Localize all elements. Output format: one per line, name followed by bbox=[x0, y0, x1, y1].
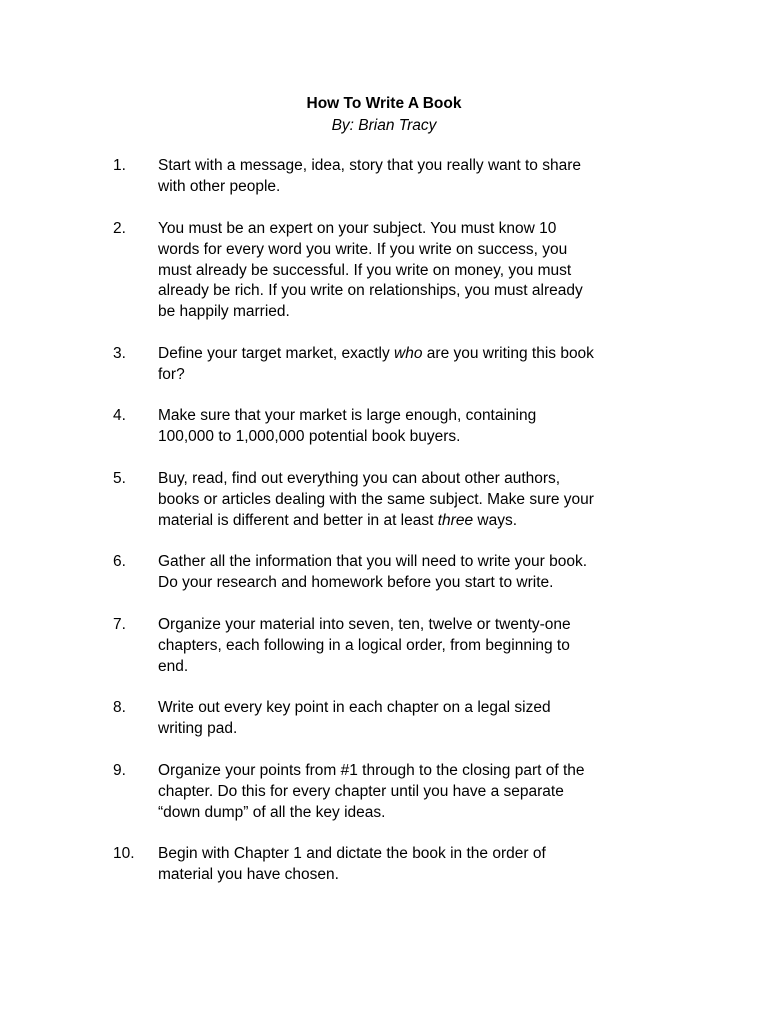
text-segment: Begin with Chapter 1 and dictate the book in the order of bbox=[158, 845, 546, 862]
text-segment: Make sure that your market is large enough, containing bbox=[158, 407, 537, 424]
text-segment: end. bbox=[158, 657, 189, 675]
text-segment: Buy, read, find out everything you can about other authors, bbox=[158, 470, 561, 487]
text-segment: “down dump” of all the key ideas. bbox=[158, 803, 386, 821]
list-item-number: 8. bbox=[113, 699, 126, 716]
text-line bbox=[158, 219, 668, 240]
text-line bbox=[158, 261, 668, 282]
text-line bbox=[158, 177, 668, 198]
list-item-number: 4. bbox=[113, 407, 126, 424]
text-line bbox=[158, 365, 668, 386]
list-item-text bbox=[158, 761, 668, 823]
list-item-text bbox=[158, 615, 668, 677]
text-line bbox=[158, 844, 668, 865]
list-item-text bbox=[158, 844, 668, 886]
text-segment: for? bbox=[158, 365, 185, 383]
text-line bbox=[158, 803, 668, 824]
text-segment: Start with a message, idea, story that you really want to share bbox=[158, 157, 582, 174]
list-item-text bbox=[158, 156, 668, 198]
document-byline: By: Brian Tracy bbox=[331, 117, 437, 134]
text-segment: chapter. Do this for every chapter until you have a separate bbox=[158, 782, 564, 800]
text-segment: Gather all the information that you will need to write your book. bbox=[158, 553, 588, 570]
text-line bbox=[158, 698, 668, 719]
text-segment: chapters, each following in a logical order, from beginning to bbox=[158, 636, 570, 654]
text-line bbox=[158, 657, 668, 678]
text-segment: 100,000 to 1,000,000 potential book buyers. bbox=[158, 427, 461, 445]
document-title: How To Write A Book bbox=[306, 95, 462, 112]
text-line bbox=[158, 511, 668, 532]
emphasis-text: three bbox=[437, 511, 474, 529]
text-line bbox=[158, 636, 668, 657]
text-segment: material is different and better in at least bbox=[158, 511, 438, 529]
list-item-text bbox=[158, 344, 668, 386]
text-line bbox=[158, 552, 668, 573]
text-line bbox=[158, 344, 668, 365]
text-line bbox=[158, 469, 668, 490]
list-item-number: 7. bbox=[113, 616, 126, 633]
text-segment: be happily married. bbox=[158, 303, 290, 321]
list-item-text bbox=[158, 469, 668, 531]
text-line bbox=[158, 719, 668, 740]
list-item-number: 5. bbox=[113, 470, 126, 487]
text-line bbox=[158, 281, 668, 302]
list-item-text bbox=[158, 698, 668, 740]
list-item-number: 1. bbox=[113, 157, 126, 174]
list-item-text bbox=[158, 552, 668, 594]
text-segment: books or articles dealing with the same subject. Make sure your bbox=[158, 490, 594, 508]
text-line bbox=[158, 156, 668, 177]
text-line bbox=[158, 573, 668, 594]
text-segment: writing pad. bbox=[158, 719, 238, 737]
text-segment: material you have chosen. bbox=[158, 865, 339, 883]
list-item-number: 3. bbox=[113, 345, 126, 362]
text-segment: You must be an expert on your subject. You must know 10 bbox=[158, 220, 557, 237]
text-line bbox=[158, 406, 668, 427]
text-segment: are you writing this book bbox=[422, 345, 594, 362]
list-item-number: 2. bbox=[113, 220, 126, 237]
text-segment: Define your target market, exactly bbox=[158, 345, 395, 362]
text-segment: already be rich. If you write on relationships, you must already bbox=[158, 282, 583, 300]
text-line bbox=[158, 761, 668, 782]
text-line bbox=[158, 782, 668, 803]
text-segment: Write out every key point in each chapter on a legal sized bbox=[158, 699, 551, 716]
text-segment: with other people. bbox=[158, 177, 281, 195]
text-segment: must already be successful. If you write on money, you must bbox=[158, 261, 572, 279]
text-line bbox=[158, 490, 668, 511]
text-segment: Organize your material into seven, ten, twelve or twenty-one bbox=[158, 616, 571, 633]
text-line bbox=[158, 240, 668, 261]
text-line bbox=[158, 302, 668, 323]
text-segment: Organize your points from #1 through to the closing part of the bbox=[158, 762, 585, 779]
list-item-number: 10. bbox=[113, 845, 135, 862]
text-line bbox=[158, 615, 668, 636]
emphasis-text: who bbox=[394, 345, 423, 362]
text-segment: words for every word you write. If you write on success, you bbox=[158, 240, 568, 258]
list-item-number: 6. bbox=[113, 553, 126, 570]
text-segment: Do your research and homework before you start to write. bbox=[158, 573, 554, 591]
list-item-text bbox=[158, 219, 668, 323]
text-line bbox=[158, 865, 668, 886]
list-item-number: 9. bbox=[113, 762, 126, 779]
text-line bbox=[158, 427, 668, 448]
text-segment: ways. bbox=[473, 511, 518, 529]
list-item-text bbox=[158, 406, 668, 448]
